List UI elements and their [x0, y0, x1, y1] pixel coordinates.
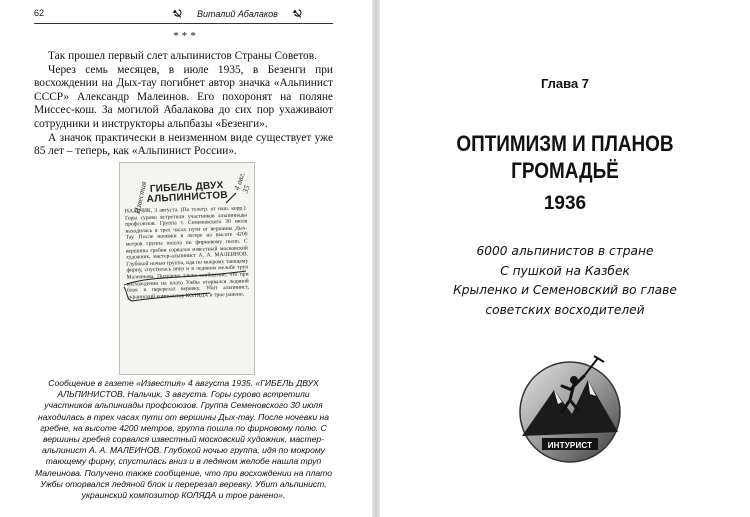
chapter-title [406, 130, 724, 184]
paragraph: Через семь месяцев, в июле 1935, в Безенги при восхождении на Дых-тау погибнет автор значка «Альпинист СССР» Александр Малеинов. Его похоронят на поляне Миссес-кош. За могилой Абалакова до сих пор ухаживают сотрудники и инструкторы альпбазы «Безенги». [34, 63, 333, 130]
header-rule [34, 23, 333, 24]
chapter-year: 1936 [543, 193, 587, 214]
section-separator: *** [173, 30, 199, 42]
hammer-sickle-icon [292, 8, 303, 19]
subtitle-line: С пушкой на Казбек [500, 263, 630, 278]
chapter-number: Глава 7 [540, 76, 590, 91]
chapter-title-line: ОПТИМИЗМ И ПЛАНОВ [456, 131, 674, 156]
newspaper-clipping [119, 162, 255, 375]
paragraph: А значок практически в неизменном виде существует уже 85 лет – теперь, как «Альпинист России». [34, 131, 333, 158]
figure-caption: Сообщение в газете «Известия» 4 августа 1935. «ГИБЕЛЬ ДВУХ АЛЬПИНИСТОВ. Нальчик, 3 августа. Горы сурово встретили участников альпиниады профсоюзов. Группа Семеновского 30 июля находилась в трех часах пути от вершины Дых-тау. После ночевки на гребне, на высоте 4200 метров, группа пошла по фирновому полю. С вершины гребня сорвался известный московский художник, мастер-альпинист А. А. МАЛЕИНОВ. Глубокой ночью группа, идя по мокрому тающему фирну, спустилась вниз и в ледяном желобе нашла труп Малеинова. Получено также сообщение, что при восхождении на плато Ужбы оторвался ледяной блок и перерезал веревку. Убит альпинист, украинский композитор КОЛЯДА и трое ранено». [34, 378, 333, 501]
left-page [0, 0, 372, 517]
author-name: Виталий Абалаков [197, 9, 278, 19]
subtitle-line: советских восходителей [485, 302, 645, 317]
clipping-handwriting: Известия [132, 180, 149, 215]
clipping-headline: ГИБЕЛЬ ДВУХ АЛЬПИНИСТОВ [146, 180, 229, 206]
page-header [34, 8, 332, 22]
book-spine [372, 0, 380, 517]
subtitle-line: Крыленко и Семеновский во главе [453, 283, 677, 297]
subtitle-line: 6000 альпинистов в стране [476, 244, 654, 258]
badge-graphic [514, 350, 626, 475]
page-number: 62 [34, 8, 45, 18]
running-head [158, 8, 317, 19]
chapter-subtitles [380, 242, 750, 320]
clipping-handwriting: 4 авг. 35 [232, 170, 252, 195]
badge-label: ИНТУРИСТ [547, 441, 593, 450]
hammer-sickle-icon [172, 8, 183, 19]
clipping-text: НАЛЬЧИК, 3 августа. (По телегр. от наш. корр.). Горы сурово встретили участников альпиниады профсоюзов. Группа т. Семеновского 30 июля находилась в трех часах пути от вершины Дых-Тау. После ночевки в лагере на высоте 4200 метров группа пошла по фирновому полю. С вершины гребня сорвался известный московский художник, мастер-альпинист А. А. МАЛЕИНОВ. Глубокой ночью группа, идя по мокрому тающему фирну, спустилась вниз и в ледяном желобе труп Малеинова. Получено также сообщение, что при восхождении на плато Ужбы оторвался ледяной блок и перерезал веревку. Убит альпинист, украинский композитор КОЛЯДА и трое ранено. [124, 205, 249, 301]
paragraph: Так прошел первый слет альпинистов Страны Советов. [48, 50, 317, 62]
mountaineer-badge [514, 350, 626, 475]
chapter-title-line: ГРОМАДЬЁ [511, 158, 619, 183]
right-page [380, 0, 750, 517]
body-text [34, 50, 333, 159]
